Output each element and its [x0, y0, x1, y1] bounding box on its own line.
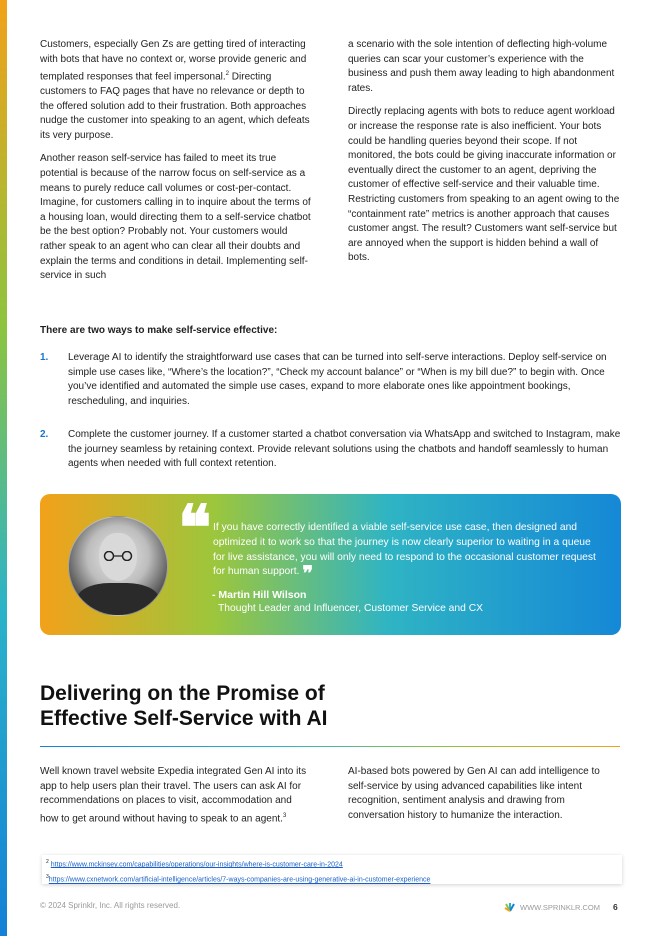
section-divider	[40, 746, 620, 747]
sprinklr-logo-icon	[504, 902, 516, 912]
footnote-number: 2	[46, 859, 49, 865]
footnotes	[42, 855, 622, 884]
quote-body: If you have correctly identified a viable self-service use case, then designed and optimized it to work so that the journey is now clearly superior to waiting in a queue for live assistance, you will only need to respond to the occasional customer request for human support.	[213, 522, 596, 578]
list-text: Complete the customer journey. If a customer started a chatbot conversation via WhatsApp and switched to Instagram, make the journey seamless by retaining context. Provide relevant solutions using the chatbots and handoff seamlessly to human agents when needed with full context retention.	[68, 429, 621, 470]
brand-gradient-edge	[0, 0, 7, 936]
quote-text	[213, 521, 603, 586]
open-quote-icon: ❝	[178, 491, 212, 564]
site-link[interactable]	[504, 902, 600, 912]
left-paragraph-1-text: Customers, especially Gen Zs are getting tired of interacting with bots that have no context or, worse provide generic and templated responses that feel impersonal.	[40, 39, 307, 83]
quote-author: - Martin Hill Wilson	[212, 589, 307, 601]
copyright: © 2024 Sprinklr, Inc. All rights reserved.	[40, 901, 181, 910]
footnote-link[interactable]: https://www.cxnetwork.com/artificial-intelligence/articles/7-ways-companies-are-using-generative-ai-in-customer-experience	[48, 876, 431, 884]
section-title-line-1: Delivering on the Promise of	[40, 682, 325, 705]
site-url: WWW.SPRINKLR.COM	[520, 902, 600, 912]
close-quote-icon: ❞	[302, 561, 314, 586]
quote-author-title: Thought Leader and Influencer, Customer Service and CX	[218, 603, 484, 614]
left-column	[40, 38, 312, 293]
footnote	[46, 871, 622, 886]
left-paragraph-2: Another reason self-service has failed to meet its true potential is because of the narrow focus on self-service as a means to purely reduce call volumes or cost-per-contact. Imagine, for customers calling in to inquire about the terms of a housing loan, would directing them to a self-service chatbot be the best option? Probably not. Your customers would rather speak to an agent who can clear all their doubts and explain the terms and conditions in detail. Implementing self-service in such	[40, 153, 311, 282]
section-right-paragraph: AI-based bots powered by Gen AI can add intelligence to self-service by using advanced capabilities like intent recognition, sentiment analysis and drawing from conversation history to humanize the interaction.	[348, 766, 600, 821]
section-left-paragraph	[40, 765, 312, 827]
list-number: 2.	[40, 429, 49, 440]
page-number: 6	[613, 902, 618, 912]
footnote-number: 3	[46, 874, 49, 881]
list-text: Leverage AI to identify the straightforward use cases that can be turned into self-serve interactions. Deploy self-service on simple use cases like, “Where’s the location?”, “Check my account balance” or “When is my bill due?” to begin with. Once you’ve identified and automated the simple use cases, expand to more elaborate ones like appointment bookings, rescheduling, and inquiries.	[68, 352, 607, 407]
section-left-text: Well known travel website Expedia integrated Gen AI into its app to help users plan their travel. The users can ask AI for recommendations on places to visit, accommodation and how to get around without having to speak to an agent.	[40, 766, 307, 825]
right-column	[348, 38, 620, 275]
section-right-column	[348, 765, 620, 832]
section-title	[40, 681, 328, 731]
author-photo	[68, 516, 168, 616]
footnote-ref-3: 3	[282, 812, 287, 819]
section-left-column	[40, 765, 312, 836]
left-paragraph-1-cont: Directing customers to FAQ pages that have no relevance or depth to the offered solution add to their frustration. Both approaches nudge the customer into speaking to an agent, which defeats its very purpose.	[40, 71, 310, 141]
footnote-link[interactable]: https://www.mckinsey.com/capabilities/operations/our-insights/where-is-customer-care-in-2024	[50, 861, 343, 869]
footnote	[46, 856, 622, 871]
ways-heading: There are two ways to make self-service effective:	[40, 325, 278, 336]
right-paragraph-1: a scenario with the sole intention of deflecting high-volume queries can scar your customer’s experience with the business and push them away leading to high abandonment rates.	[348, 39, 615, 94]
quote-card	[40, 491, 621, 635]
left-paragraph-1	[40, 38, 312, 143]
section-title-line-2: Effective Self-Service with AI	[40, 707, 328, 730]
glasses-icon	[99, 551, 137, 561]
list-number: 1.	[40, 352, 49, 363]
right-paragraph-2: Directly replacing agents with bots to reduce agent workload or increase the response rate is also inefficient. Your bots could be handling queries beyond their scope. If not monitored, the bots could be giving inaccurate information or eventually direct the customer to an agent, depriving the customer of effective self-service and their valuable time. Restricting customers from speaking to an agent owing to the “containment rate” metrics is another approach that causes customer angst. The result? Customers want self-service but are annoyed when the support is hidden behind a wall of bots.	[348, 106, 620, 264]
footnote-ref-2: 2	[225, 71, 230, 78]
avatar-body	[77, 583, 159, 616]
